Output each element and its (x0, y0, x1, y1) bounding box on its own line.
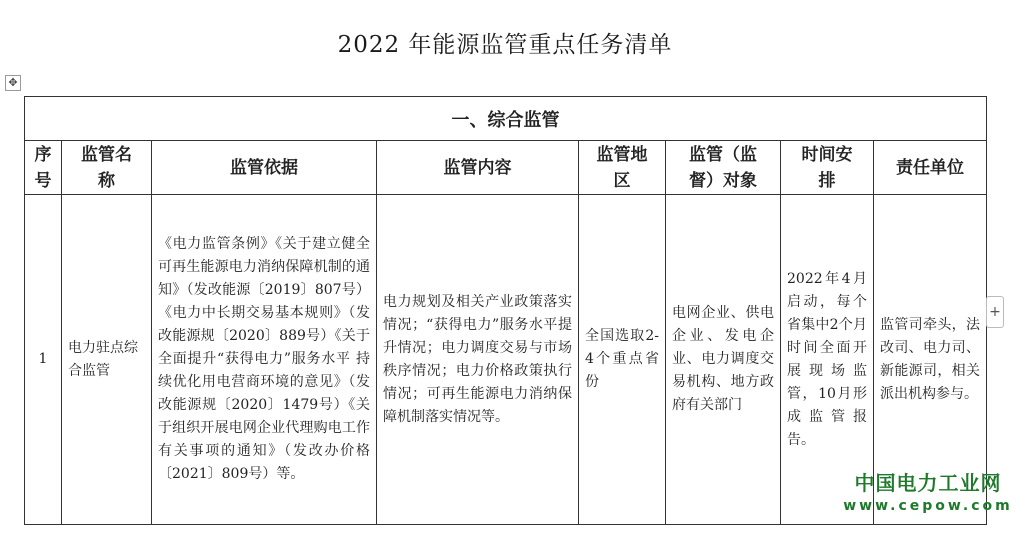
header-schedule: 时间安 排 (781, 141, 874, 195)
table-move-handle-icon[interactable]: ✥ (5, 75, 21, 91)
watermark (843, 470, 1013, 516)
header-responsible: 责任单位 (874, 141, 987, 195)
watermark-name: 中国电力工业网 (854, 471, 1002, 495)
add-row-icon[interactable]: + (986, 296, 1004, 328)
row-name: 电力驻点综合监管 (62, 195, 152, 525)
row-target: 电网企业、供电企业、发电企业、电力调度交易机构、地方政府有关部门 (666, 195, 781, 525)
row-seq: 1 (25, 195, 62, 525)
document-title: 2022 年能源监管重点任务清单 (337, 32, 673, 58)
header-basis: 监管依据 (152, 141, 377, 195)
header-target: 监管（监 督）对象 (666, 141, 781, 195)
header-region: 监管地 区 (579, 141, 666, 195)
row-basis: 《电力监管条例》《关于建立健全可再生能源电力消纳保障机制的通知》（发改能源〔2019〕807号）《电力中长期交易基本规则》（发改能源规〔2020〕889号）《关于全面提升“获得电力”服务水平 持续优化用电营商环境的意见》（发改能源规〔2020〕1479号）《关于组织开展电网企业代理购电工作有关事项的通知》（发改办价格〔2021〕809号）等。 (152, 195, 377, 525)
row-schedule: 2022年4月启动，每个省集中2个月时间全面开展现场监管，10月形成监管报告。 (781, 195, 874, 525)
row-responsible: 监管司牵头，法改司、电力司、新能源司，相关派出机构参与。 (874, 195, 987, 525)
task-table (24, 96, 987, 525)
header-seq: 序 号 (25, 141, 62, 195)
header-content: 监管内容 (377, 141, 579, 195)
header-name: 监管名 称 (62, 141, 152, 195)
row-content: 电力规划及相关产业政策落实情况；“获得电力”服务水平提升情况；电力调度交易与市场秩序情况；电力价格政策执行情况；可再生能源电力消纳保障机制落实情况等。 (377, 195, 579, 525)
watermark-url: www.cepow.com (843, 498, 1013, 514)
row-region: 全国选取2-4个重点省份 (579, 195, 666, 525)
section-title: 一、综合监管 (25, 97, 987, 141)
